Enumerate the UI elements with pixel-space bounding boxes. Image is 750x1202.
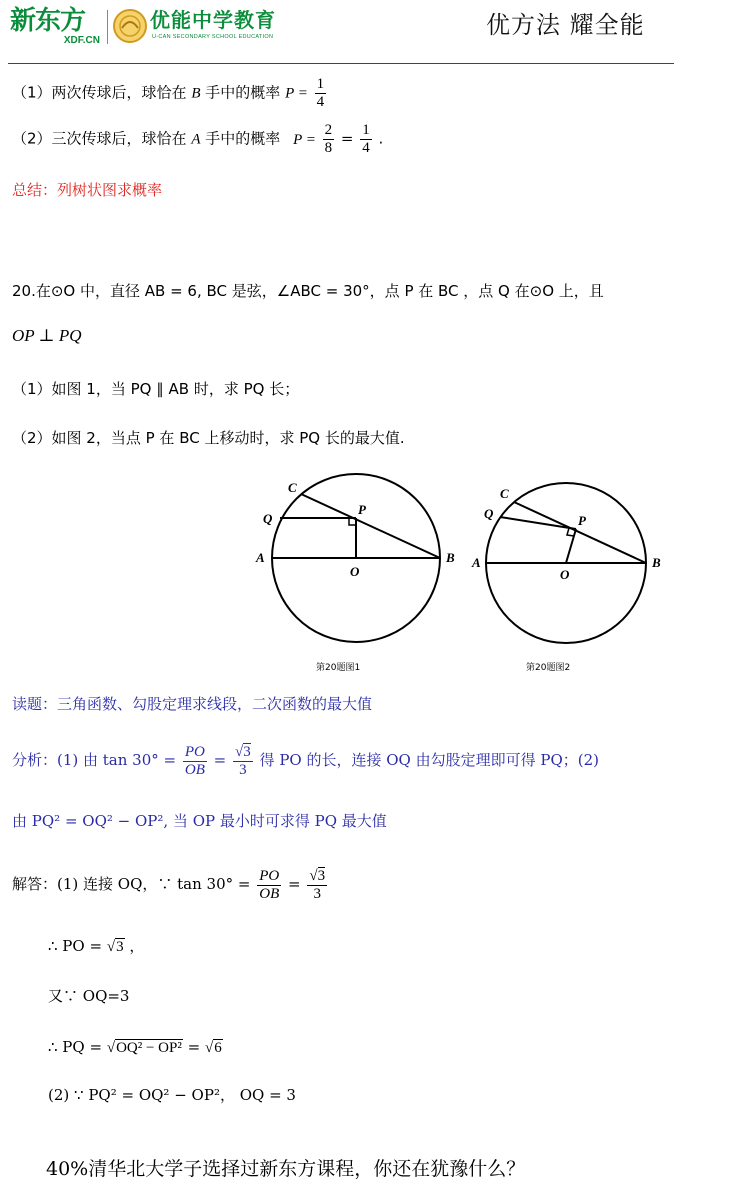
analysis-line-2: 由 PQ² = OQ² − OP², 当 OP 最小时可求得 PQ 最大值 — [12, 812, 387, 830]
fig1-label-b: B — [446, 550, 455, 565]
solution-line-4: ∴ PQ = √OQ² − OP² = √6 — [48, 1038, 222, 1056]
xdf-logo-url: XDF.CN — [63, 35, 100, 46]
fig1-caption: 第20题图1 — [316, 663, 361, 673]
prev-line-1: （1）两次传球后，球恰在 B 手中的概率 P = $\frac{1}{4}$ — [12, 76, 325, 110]
solution-line-2: ∴ PO = √3 ， — [48, 937, 145, 955]
header — [0, 0, 750, 66]
question-1: （1）如图 1，当 PQ ∥ AB 时，求 PQ 长； — [12, 380, 300, 398]
fig1-label-c: C — [288, 480, 297, 495]
fig1-label-o: O — [350, 564, 360, 579]
brand-subtitle: U-CAN SECONDARY SCHOOL EDUCATION — [152, 34, 274, 40]
fig2-label-p: P — [578, 513, 586, 528]
figure-2 — [468, 475, 668, 680]
solution-fraction-sqrt3-3: $\frac{√3}{3}$ — [309, 868, 326, 902]
problem-stem-2: OP ⊥ PQ — [12, 326, 82, 345]
fig2-label-a: A — [472, 555, 481, 570]
xdf-logo-text: 新东方 — [10, 6, 86, 36]
problem-stem: 20.在⊙O 中，直径 AB = 6, BC 是弦，∠ABC = 30°，点 P 在 BC ，点 Q 在⊙O 上，且 — [12, 282, 604, 300]
footer-ad: 40%清华北大学子选择过新东方课程，你还在犹豫什么？ — [46, 1158, 526, 1180]
solution-line-5: (2) ∵ PQ² = OQ² − OP²， OQ = 3 — [48, 1086, 296, 1104]
fig2-label-c: C — [500, 486, 509, 501]
fig1-label-a: A — [256, 550, 265, 565]
prev-line-2: （2）三次传球后，球恰在 A 手中的概率 P = $\frac{2}{8}$ = $\frac{1}{4}$ . — [12, 122, 384, 156]
solution-fraction-po-ob: $\frac{PO}{OB}$ — [259, 868, 280, 902]
fraction-1-4: $\frac{1}{4}$ — [316, 76, 325, 110]
header-slogan: 优方法 耀全能 — [486, 11, 645, 39]
fig2-label-q: Q — [484, 506, 494, 521]
sqrt-6: √6 — [205, 1040, 222, 1056]
fig2-segment-qp — [500, 517, 576, 529]
header-rule — [8, 63, 674, 64]
fig1-label-q: Q — [263, 511, 273, 526]
analysis-fraction-sqrt3-3: $\frac{√3}{3}$ — [235, 744, 251, 778]
sqrt-oq2-op2: √OQ² − OP² — [106, 1040, 182, 1056]
fraction-2-8: $\frac{2}{8}$ — [324, 122, 333, 156]
solution-line-1: 解答：(1) 连接 OQ，∵ tan 30° = $\frac{PO}{OB}$ = $\frac{√3}{3}$ — [12, 868, 326, 902]
ucan-emblem-icon — [112, 8, 148, 44]
fig1-label-p: P — [358, 502, 366, 517]
xdf-logo — [10, 6, 106, 48]
header-divider — [107, 10, 108, 44]
question-2: （2）如图 2，当点 P 在 BC 上移动时，求 PQ 长的最大值. — [12, 429, 405, 447]
fraction-1-4b: $\frac{1}{4}$ — [362, 122, 370, 156]
sqrt-3: √3 — [106, 939, 124, 955]
analysis-fraction-po-ob: $\frac{PO}{OB}$ — [184, 744, 205, 778]
analysis-line-1: 分析：(1) 由 tan 30° = $\frac{PO}{OB}$ = $\frac{√3}{3}$ 得 PO 的长，连接 OQ 由勾股定理即可得 PQ；(2) — [12, 744, 600, 778]
figure-1 — [248, 470, 463, 680]
fig2-label-b: B — [652, 555, 661, 570]
brand-name: 优能中学教育 — [150, 8, 276, 32]
fig2-caption: 第20题图2 — [526, 663, 571, 673]
reading-line: 读题：三角函数、勾股定理求线段，二次函数的最大值 — [12, 695, 373, 713]
summary: 总结：列树状图求概率 — [12, 181, 163, 199]
fig2-label-o: O — [560, 567, 570, 582]
solution-line-3: 又∵ OQ=3 — [48, 987, 130, 1005]
